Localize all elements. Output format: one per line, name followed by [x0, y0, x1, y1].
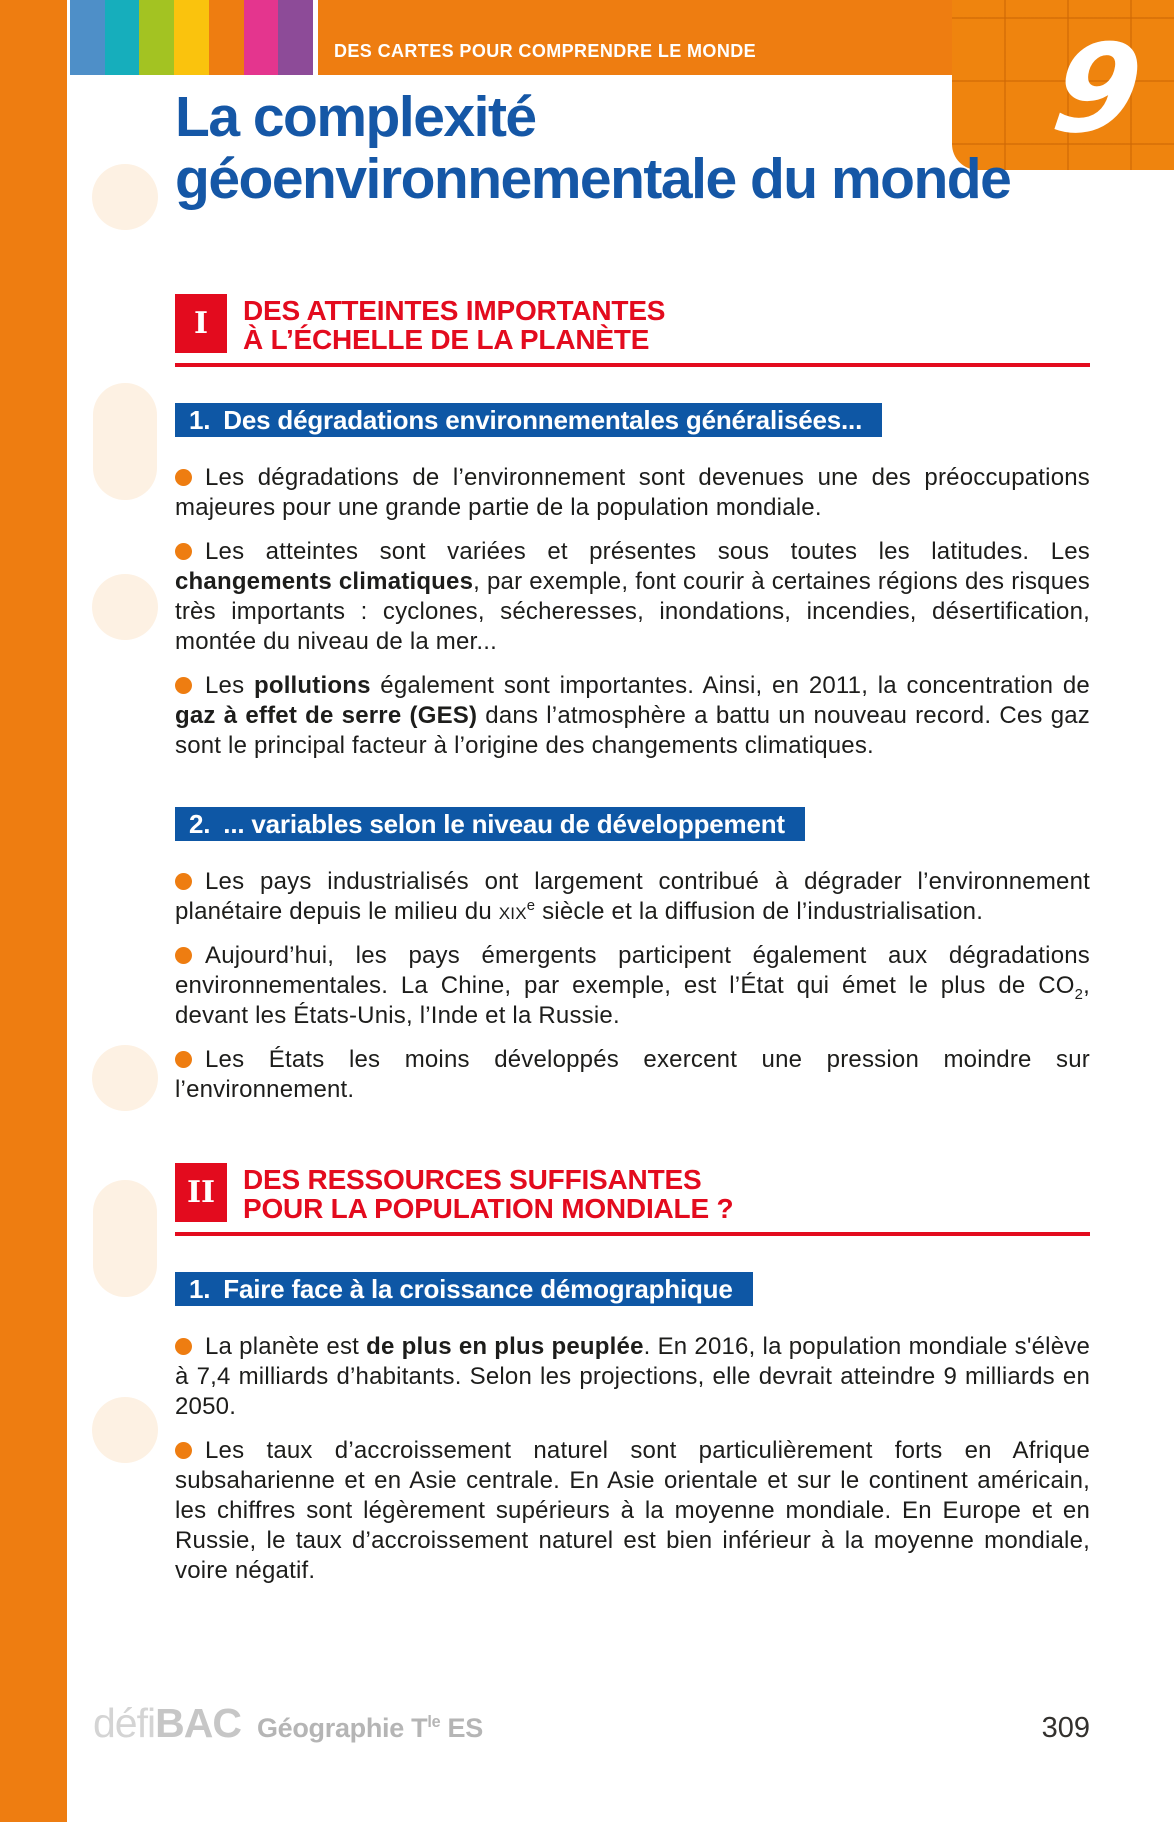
- footer-level-suffix: ES: [440, 1713, 483, 1743]
- bullet-icon: [175, 947, 192, 964]
- paragraph-text: Aujourd’hui, les pays émergents participent également aux dégradations environnementales. La Chine, par exemple, est l’État qui émet le plus de $CO_2$, devant les États-Unis, l’Inde et la Russie.: [175, 942, 1090, 1029]
- bullet-icon: [175, 469, 192, 486]
- section-1-title: [243, 294, 665, 354]
- paragraph: [175, 671, 1090, 761]
- paragraph: [175, 867, 1090, 927]
- collection-banner: [318, 0, 960, 75]
- paragraph: [175, 463, 1090, 523]
- section-1-rule: [175, 363, 1090, 367]
- decorative-blob: [92, 1045, 158, 1111]
- decorative-blob: [93, 1180, 157, 1297]
- subsection-1-1-bar: [175, 403, 882, 437]
- section-1-numeral: I: [175, 294, 227, 353]
- stripe-orange: [209, 0, 244, 75]
- section-1-title-line2: À L’ÉCHELLE DE LA PLANÈTE: [243, 324, 650, 355]
- collection-banner-label: DES CARTES POUR COMPRENDRE LE MONDE: [334, 41, 757, 61]
- subsection-label: Des dégradations environnementales généralisées...: [223, 405, 863, 435]
- subsection-1-2-bar: [175, 807, 805, 841]
- paragraph-text: Les dégradations de l’environnement sont devenues une des préoccupations majeures pour une grande partie de la population mondiale.: [175, 464, 1090, 521]
- footer-level: [411, 1713, 483, 1743]
- brand-logo-light: défi: [93, 1700, 156, 1746]
- bullet-icon: [175, 543, 192, 560]
- subsection-label: ... variables selon le niveau de développement: [223, 809, 785, 839]
- section-2-title-line2: POUR LA POPULATION MONDIALE ?: [243, 1193, 734, 1224]
- section-2-title: [243, 1163, 733, 1223]
- stripe-purple: [278, 0, 313, 75]
- footer-subject-name: Géographie: [256, 1713, 404, 1743]
- paragraph: [175, 1332, 1090, 1422]
- brand-logo-bold: BAC: [155, 1700, 241, 1746]
- bullet-icon: [175, 1442, 192, 1459]
- paragraph: [175, 1436, 1090, 1586]
- stripe-teal: [105, 0, 140, 75]
- page-number: 309: [1041, 1712, 1090, 1744]
- paragraph: [175, 941, 1090, 1031]
- paragraph-text: La planète est de plus en plus peuplée. En 2016, la population mondiale s'élève à 7,4 milliards d’habitants. Selon les projections, elle devrait atteindre 9 milliards en 2050.: [175, 1333, 1091, 1420]
- page-footer: [93, 1700, 1090, 1747]
- footer-level-sup: le: [427, 1713, 441, 1731]
- color-stripes: [70, 0, 313, 75]
- paragraph-text: Les atteintes sont variées et présentes sous toutes les latitudes. Les changements climatiques, par exemple, font courir à certaines régions des risques très importants : cyclones, sécheresses, inondations, incendies, désertification, montée du niveau de la mer...: [175, 538, 1090, 655]
- section-2-title-line1: DES RESSOURCES SUFFISANTES: [243, 1164, 702, 1195]
- decorative-blob: [92, 164, 158, 230]
- paragraph-text: Les États les moins développés exercent une pression moindre sur l’environnement.: [175, 1046, 1090, 1103]
- section-2-rule: [175, 1232, 1090, 1236]
- decorative-blob: [92, 1397, 158, 1463]
- stripe-blue: [70, 0, 105, 75]
- footer-level-main: T: [411, 1713, 428, 1743]
- chapter-number: 9: [1045, 18, 1150, 160]
- page-content: [175, 86, 1090, 1586]
- section-2-numeral: II: [175, 1163, 227, 1222]
- section-1-header: [175, 294, 1090, 354]
- paragraph: [175, 1045, 1090, 1105]
- paragraph: [175, 537, 1090, 657]
- footer-subject: [257, 1713, 483, 1744]
- paragraph-text: Les taux d’accroissement naturel sont particulièrement forts en Afrique subsaharienne et en Asie centrale. En Asie orientale et sur le continent américain, les chiffres sont légèrement supérieurs à la moyenne mondiale. En Europe et en Russie, le taux d’accroissement naturel est bien inférieur à la moyenne mondiale, voire négatif.: [175, 1437, 1090, 1584]
- stripe-green: [139, 0, 174, 75]
- left-margin-bar: [0, 0, 67, 1822]
- page-title-line1: La complexité: [175, 85, 536, 149]
- bullet-icon: [175, 677, 192, 694]
- subsection-2-1-bar: [175, 1272, 753, 1306]
- stripe-yellow: [174, 0, 209, 75]
- bullet-icon: [175, 1338, 192, 1355]
- bullet-icon: [175, 873, 192, 890]
- subsection-number: 1.: [189, 1274, 211, 1304]
- decorative-blob: [93, 383, 157, 500]
- paragraph-text: Les pollutions également sont importantes. Ainsi, en 2011, la concentration de gaz à effet de serre (GES) dans l’atmosphère a battu un nouveau record. Ces gaz sont le principal facteur à l’origine des changements climatiques.: [175, 672, 1091, 759]
- subsection-number: 2.: [189, 809, 211, 839]
- stripe-pink: [244, 0, 279, 75]
- decorative-blob: [92, 574, 158, 640]
- subsection-label: Faire face à la croissance démographique: [223, 1274, 733, 1304]
- page-title-line2: géoenvironnementale du monde: [175, 147, 1011, 211]
- subsection-number: 1.: [189, 405, 211, 435]
- paragraph-text: Les pays industrialisés ont largement contribué à dégrader l’environnement planétaire depuis le milieu du xix$^e$ siècle et la diffusion de l’industrialisation.: [175, 868, 1090, 925]
- section-1-title-line1: DES ATTEINTES IMPORTANTES: [243, 295, 666, 326]
- page-title: [175, 86, 1090, 210]
- section-2-header: [175, 1163, 1090, 1223]
- bullet-icon: [175, 1051, 192, 1068]
